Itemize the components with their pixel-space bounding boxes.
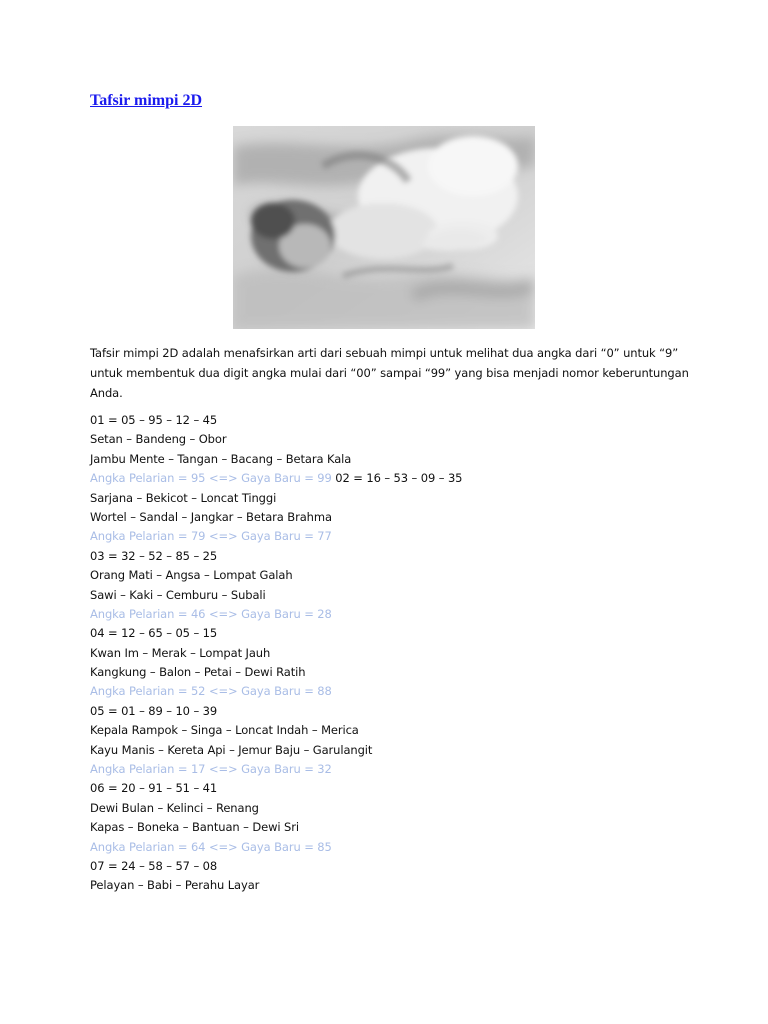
entry-text: Kwan Im – Merak – Lompat Jauh (90, 645, 271, 660)
entry-text: Kepala Rampok – Singa – Loncat Indah – Merica (90, 723, 359, 738)
dream-number-list (90, 411, 710, 896)
entry-text: Setan – Bandeng – Obor (90, 432, 227, 447)
sleeping-figure-icon (233, 126, 535, 329)
entry-text: 06 = 20 – 91 – 51 – 41 (90, 781, 218, 796)
list-item (90, 741, 710, 760)
angka-pelarian-text: Angka Pelarian = 52 <=> Gaya Baru = 88 (90, 684, 332, 699)
list-item (90, 644, 710, 663)
angka-pelarian-text: Angka Pelarian = 17 <=> Gaya Baru = 32 (90, 762, 332, 777)
list-item (90, 586, 710, 605)
angka-pelarian-text: Angka Pelarian = 64 <=> Gaya Baru = 85 (90, 839, 332, 854)
angka-pelarian-text: Angka Pelarian = 46 <=> Gaya Baru = 28 (90, 606, 332, 621)
entry-text: Pelayan – Babi – Perahu Layar (90, 878, 260, 893)
list-item (90, 430, 710, 449)
entry-text: 02 = 16 – 53 – 09 – 35 (331, 471, 463, 486)
list-item (90, 624, 710, 643)
list-item (90, 702, 710, 721)
list-item (90, 838, 710, 857)
entry-text: 03 = 32 – 52 – 85 – 25 (90, 548, 218, 563)
list-item (90, 547, 710, 566)
entry-text: Kapas – Boneka – Bantuan – Dewi Sri (90, 820, 299, 835)
entry-text: 05 = 01 – 89 – 10 – 39 (90, 703, 218, 718)
angka-pelarian-text: Angka Pelarian = 79 <=> Gaya Baru = 77 (90, 529, 332, 544)
list-item (90, 508, 710, 527)
page-title-link[interactable]: Tafsir mimpi 2D (90, 92, 203, 109)
list-item (90, 489, 710, 508)
list-item (90, 682, 710, 701)
list-item (90, 857, 710, 876)
list-item (90, 566, 710, 585)
entry-text: 07 = 24 – 58 – 57 – 08 (90, 858, 218, 873)
entry-text: Sawi – Kaki – Cemburu – Subali (90, 587, 266, 602)
list-item (90, 411, 710, 430)
entry-text: Kangkung – Balon – Petai – Dewi Ratih (90, 665, 306, 680)
entry-text: Jambu Mente – Tangan – Bacang – Betara Kala (90, 451, 352, 466)
list-item (90, 721, 710, 740)
list-item (90, 605, 710, 624)
entry-text: Dewi Bulan – Kelinci – Renang (90, 800, 259, 815)
list-item (90, 818, 710, 837)
sleeping-figure-photo (233, 126, 535, 329)
list-item (90, 450, 710, 469)
angka-pelarian-text: Angka Pelarian = 95 <=> Gaya Baru = 99 (90, 471, 332, 486)
entry-text: Orang Mati – Angsa – Lompat Galah (90, 568, 293, 583)
entry-text: Sarjana – Bekicot – Loncat Tinggi (90, 490, 277, 505)
entry-text: Wortel – Sandal – Jangkar – Betara Brahma (90, 509, 332, 524)
list-item (90, 760, 710, 779)
list-item (90, 527, 710, 546)
intro-paragraph: Tafsir mimpi 2D adalah menafsirkan arti dari sebuah mimpi untuk melihat dua angka dari “0” untuk “9” untuk membentuk dua digit angka mulai dari “00” sampai “99” yang bisa menjadi nomor keberuntungan Anda. (90, 346, 689, 400)
list-item (90, 469, 710, 488)
entry-text: 04 = 12 – 65 – 05 – 15 (90, 626, 218, 641)
entry-text: Kayu Manis – Kereta Api – Jemur Baju – Garulangit (90, 742, 373, 757)
list-item (90, 779, 710, 798)
entry-text: 01 = 05 – 95 – 12 – 45 (90, 413, 218, 427)
list-item (90, 799, 710, 818)
list-item (90, 876, 710, 895)
list-item (90, 663, 710, 682)
